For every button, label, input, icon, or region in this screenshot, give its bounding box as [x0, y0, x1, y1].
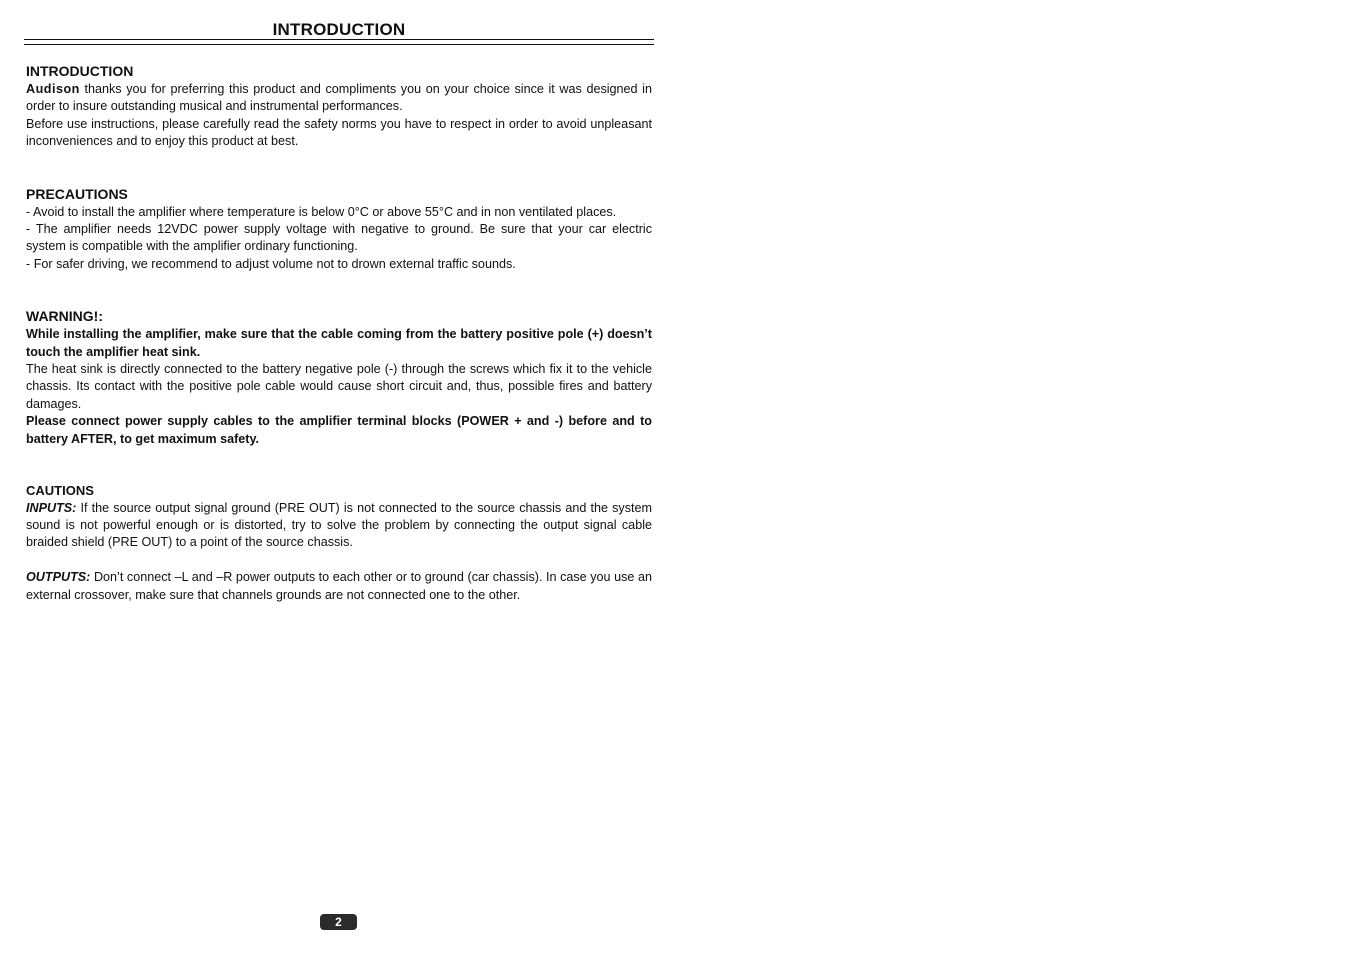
inputs-label: INPUTS:: [26, 500, 77, 515]
cautions-heading: CAUTIONS: [26, 483, 94, 499]
precautions-heading: PRECAUTIONS: [26, 185, 128, 202]
introduction-paragraph-2: Before use instructions, please carefully read the safety norms you have to respect in order to avoid unpleasant inconveniences and to enjoy this product at best.: [26, 116, 652, 149]
cautions-inputs-paragraph: [26, 500, 652, 552]
introduction-paragraph-1: [26, 81, 652, 116]
introduction-heading: INTRODUCTION: [26, 63, 134, 79]
manual-page: [24, 18, 654, 936]
introduction-section: [26, 62, 652, 151]
precaution-item: - For safer driving, we recommend to adjust volume not to drown external traffic sounds.: [26, 256, 516, 271]
page-number-badge: 2: [320, 914, 357, 930]
page-header: [24, 18, 654, 48]
precautions-section: [26, 185, 652, 274]
warning-heading: WARNING!:: [26, 308, 103, 325]
precaution-item: - Avoid to install the amplifier where temperature is below 0°C or above 55°C and in non ventilated places.: [26, 204, 617, 219]
outputs-text: Don’t connect –L and –R power outputs to each other or to ground (car chassis). In case you use an external crossover, make sure that channels grounds are not connected one to the other.: [26, 570, 652, 602]
header-double-rule: [24, 39, 654, 45]
warning-bold-note-1: While installing the amplifier, make sure that the cable coming from the battery positive pole (+) doesn’t touch the amplifier heat sink.: [26, 327, 652, 359]
page-content: [26, 62, 652, 604]
outputs-label: OUTPUTS:: [26, 570, 91, 585]
cautions-section: [26, 482, 652, 604]
introduction-text-1: thanks you for preferring this product and compliments you on your choice since it was designed in order to insure outstanding musical and instrumental performances.: [26, 82, 652, 114]
page-title: INTRODUCTION: [272, 20, 406, 39]
cautions-outputs-paragraph: [26, 569, 652, 604]
warning-text: The heat sink is directly connected to the battery negative pole (-) through the screws which fix it to the vehicle chassis. Its contact with the positive pole cable would cause short circuit and, thus, possible fires and battery damages.: [26, 362, 652, 411]
inputs-text: If the source output signal ground (PRE OUT) is not connected to the source chassis and the system sound is not powerful enough or is distorted, try to solve the problem by connecting the output signal cable braided shield (PRE OUT) to a point of the source chassis.: [26, 500, 652, 550]
brand-name: Audison: [26, 82, 80, 96]
warning-bold-note-2: Please connect power supply cables to the amplifier terminal blocks (POWER + and -) before and to battery AFTER, to get maximum safety.: [26, 414, 652, 446]
warning-section: [26, 307, 652, 448]
precaution-item: - The amplifier needs 12VDC power supply voltage with negative to ground. Be sure that your car electric system is compatible with the amplifier ordinary functioning.: [26, 222, 652, 254]
